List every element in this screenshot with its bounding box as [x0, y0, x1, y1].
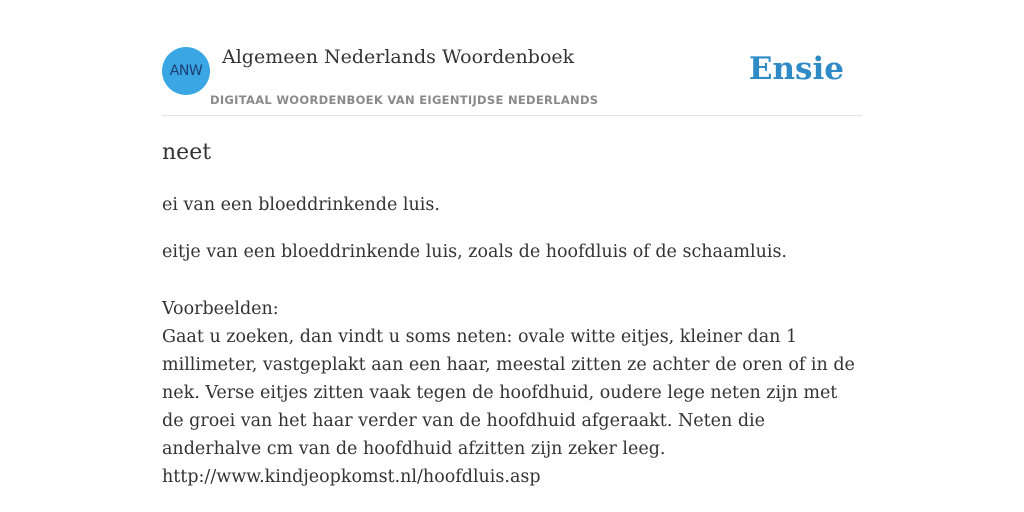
anw-logo[interactable] [162, 47, 210, 95]
dictionary-title[interactable]: Algemeen Nederlands Woordenboek [222, 46, 575, 68]
dictionary-subtitle: DIGITAAL WOORDENBOEK VAN EIGENTIJDSE NEDERLANDS [210, 93, 599, 107]
examples-section [162, 295, 862, 491]
source-url: http://www.kindjeopkomst.nl/hoofdluis.asp [162, 467, 541, 487]
example-text: Gaat u zoeken, dan vindt u soms neten: ovale witte eitjes, kleiner dan 1 millimeter, vastgeplakt aan een haar, meestal zitten ze achter de oren of in de nek. Verse eitjes zitten vaak tegen de hoofdhuid, oudere lege neten zijn met de groei van het haar verder van de hoofdhuid afgeraakt. Neten die anderhalve cm van de hoofdhuid afzitten zijn zeker leeg. [162, 327, 855, 459]
examples-label: Voorbeelden: [162, 299, 279, 319]
ensie-brand-logo[interactable]: Ensie [748, 51, 844, 87]
dictionary-header [162, 40, 862, 116]
definition: eitje van een bloeddrinkende luis, zoals de hoofdluis of de schaamluis. [162, 242, 787, 262]
logo-text: ANW [169, 63, 203, 79]
short-definition: ei van een bloeddrinkende luis. [162, 195, 440, 215]
headword: neet [162, 140, 212, 165]
